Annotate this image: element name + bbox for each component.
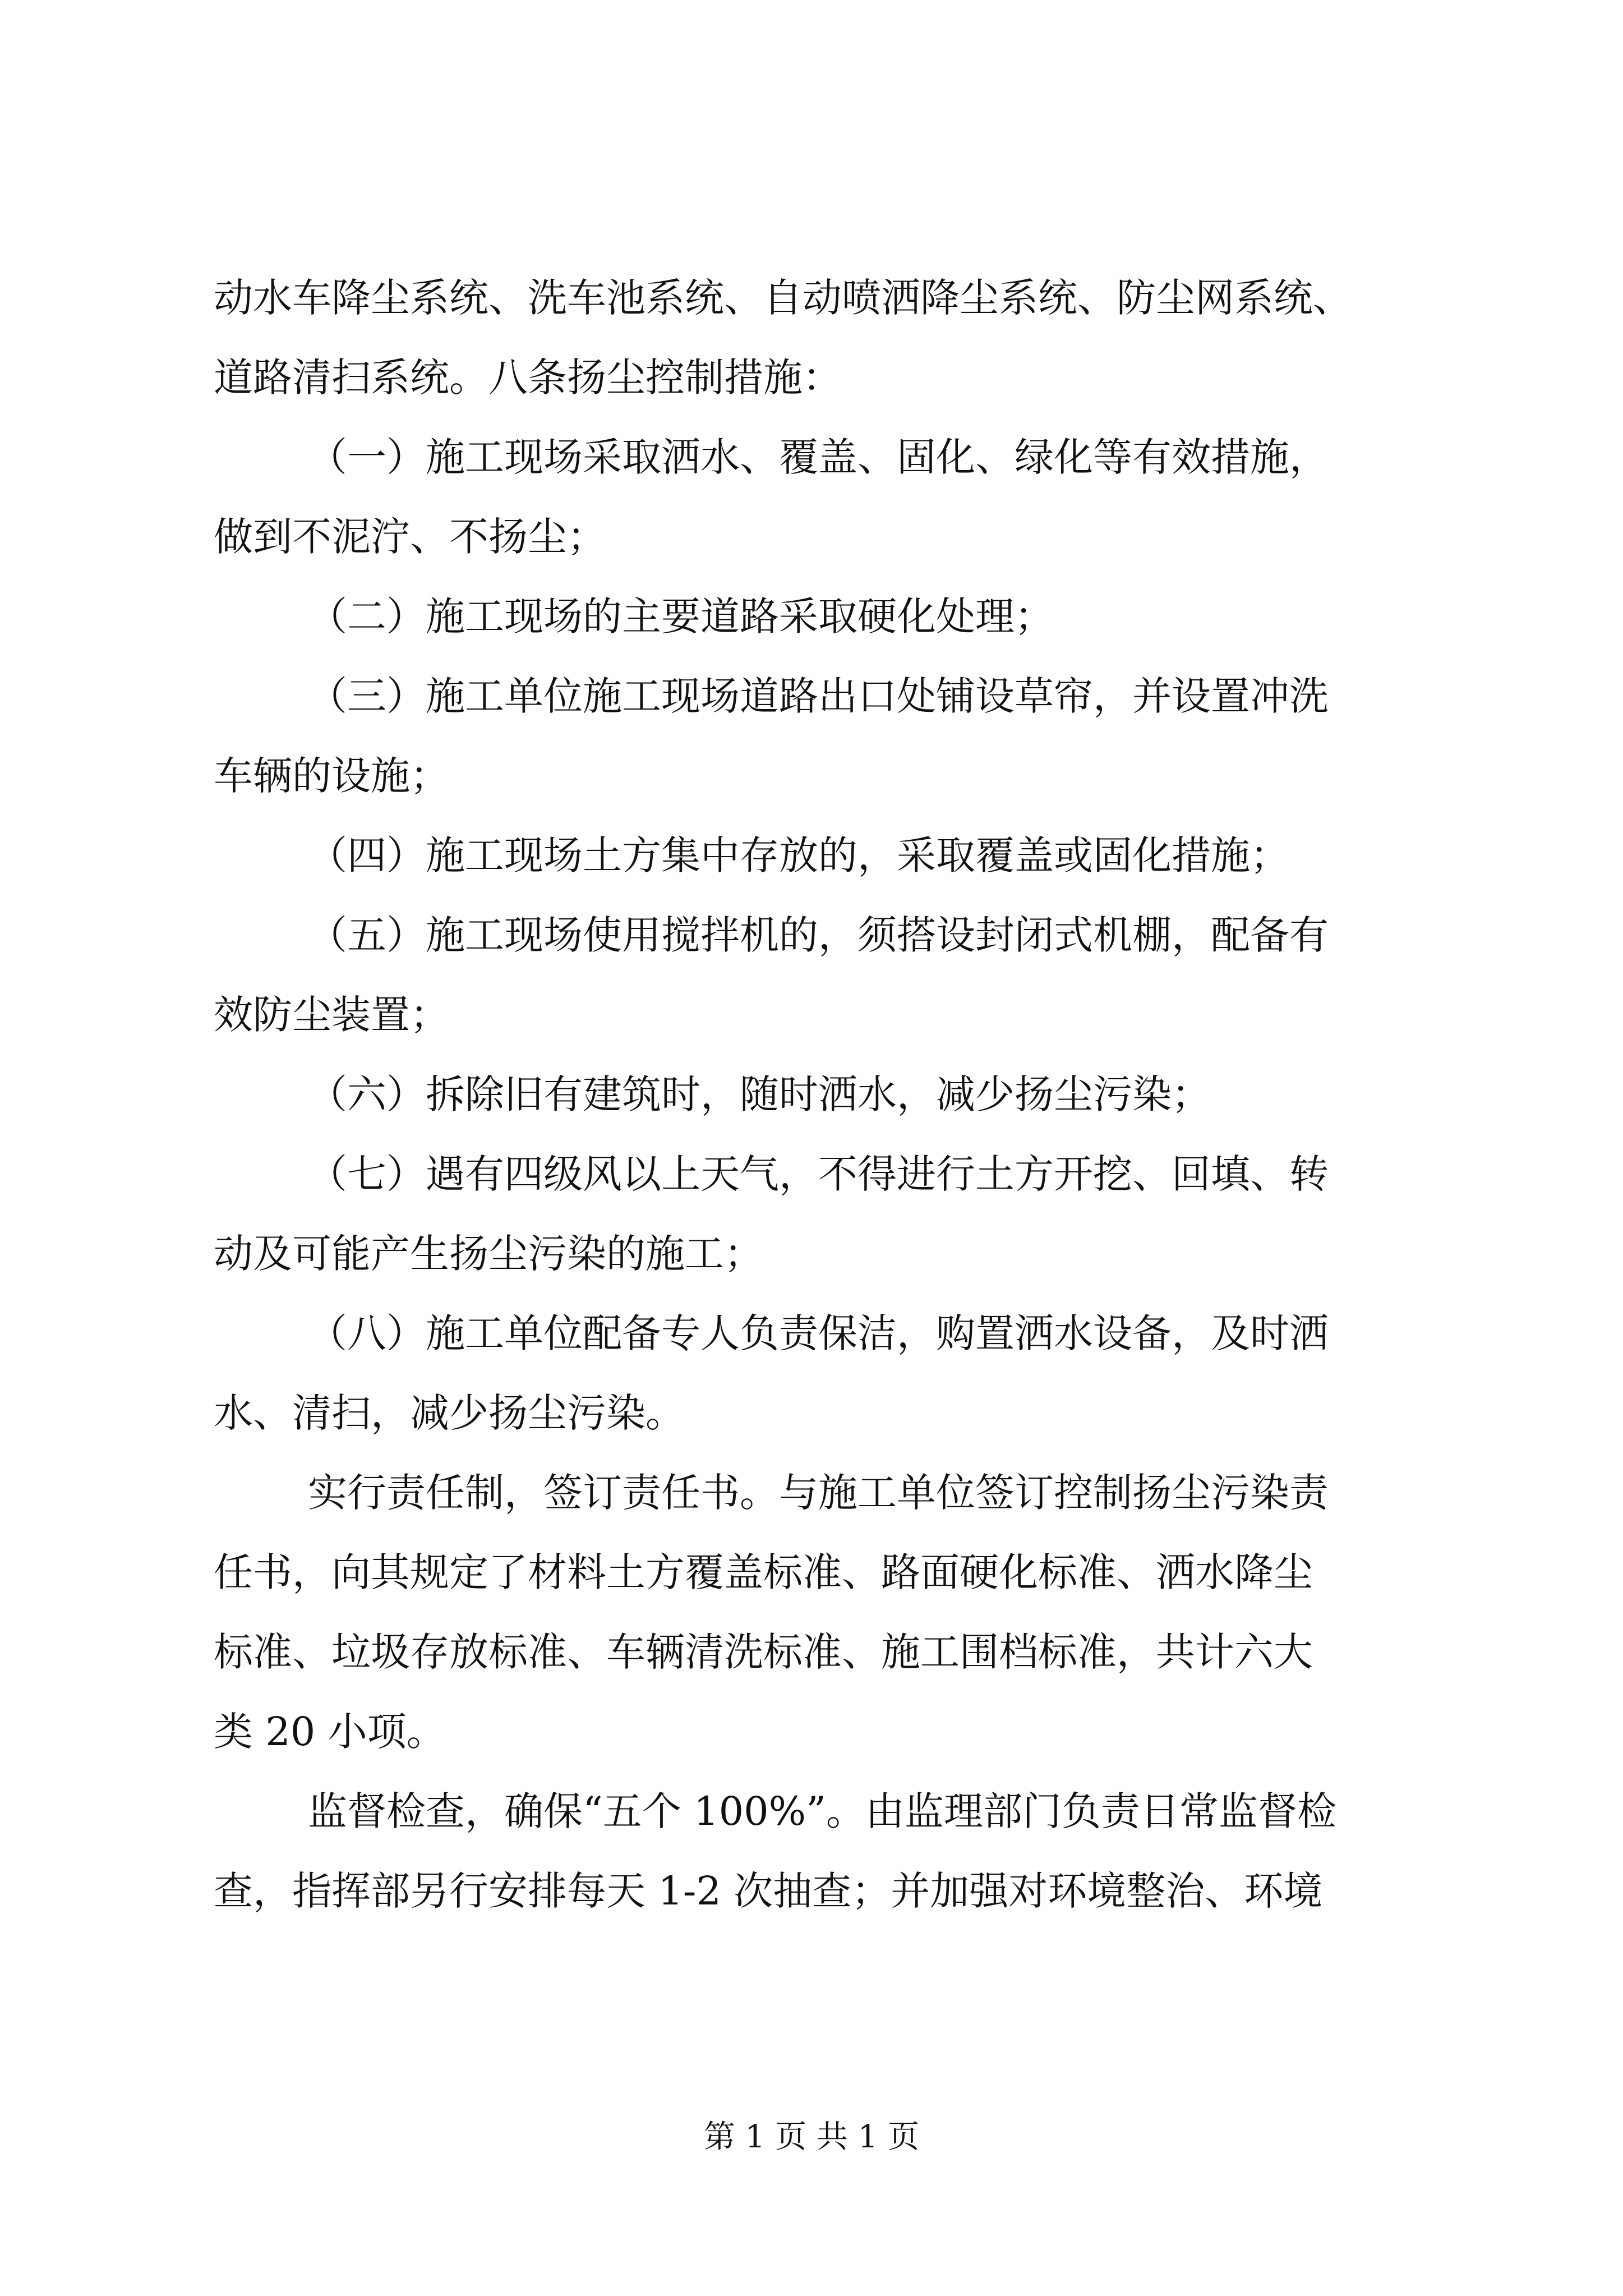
body-line: 动及可能产生扬尘污染的施工； [214,1231,763,1277]
document-body [214,258,1414,1931]
measure-item-5: （五）施工现场使用搅拌机的，须搭设封闭式机棚，配备有 [308,912,1329,958]
body-line: 水、清扫，减少扬尘污染。 [214,1390,685,1436]
measure-item-3: （三）施工单位施工现场道路出口处铺设草帘，并设置冲洗 [308,673,1329,719]
supervision-paragraph: 监督检查，确保“五个 100%”。由监理部门负责日常监督检 [308,1788,1336,1834]
body-line: 任书，向其规定了材料土方覆盖标准、路面硬化标准、洒水降尘 [214,1549,1313,1595]
body-line: 标准、垃圾存放标准、车辆清洗标准、施工围档标准，共计六大 [214,1629,1313,1675]
responsibility-paragraph: 实行责任制，签订责任书。与施工单位签订控制扬尘污染责 [308,1470,1329,1516]
measure-item-4: （四）施工现场土方集中存放的，采取覆盖或固化措施； [308,832,1289,878]
measure-item-7: （七）遇有四级风以上天气，不得进行土方开挖、回填、转 [308,1151,1329,1197]
measure-item-6: （六）拆除旧有建筑时，随时洒水，减少扬尘污染； [308,1071,1211,1117]
body-line: 类 20 小项。 [214,1709,446,1755]
body-line: 效防尘装置； [214,992,449,1038]
body-line: 查，指挥部另行安排每天 1-2 次抽查；并加强对环境整治、环境 [214,1868,1323,1914]
measure-item-2: （二）施工现场的主要道路采取硬化处理； [308,593,1054,639]
measure-item-8: （八）施工单位配备专人负责保洁，购置洒水设备，及时洒 [308,1310,1329,1356]
body-line: 动水车降尘系统、洗车池系统、自动喷洒降尘系统、防尘网系统、 [214,275,1352,321]
body-line: 做到不泥泞、不扬尘； [214,514,606,560]
page-number-footer: 第 1 页 共 1 页 [703,2119,920,2155]
measure-item-1: （一）施工现场采取洒水、覆盖、固化、绿化等有效措施， [308,434,1329,480]
body-line: 道路清扫系统。八条扬尘控制措施： [214,355,842,401]
body-line: 车辆的设施； [214,753,449,799]
